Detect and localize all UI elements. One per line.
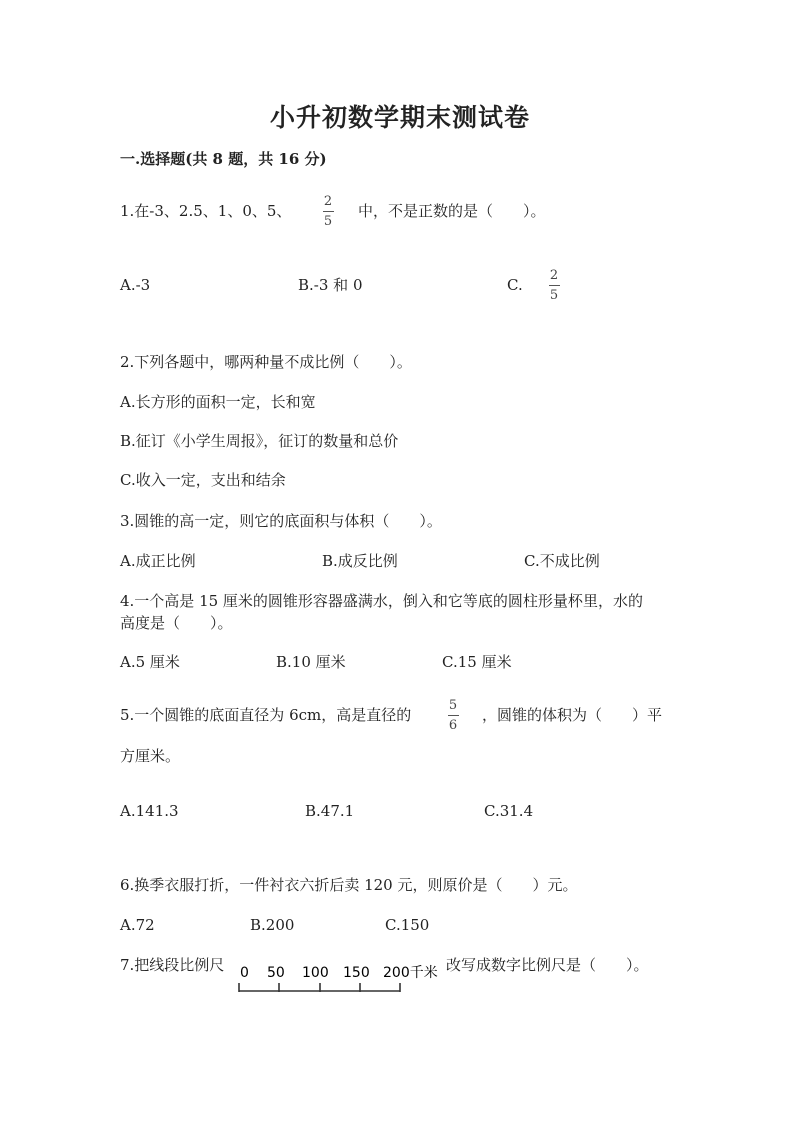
page-title: 小升初数学期末测试卷 bbox=[269, 103, 530, 132]
question-1-option-c: C. bbox=[507, 276, 523, 294]
scale-label-200-km: 200千米 bbox=[383, 965, 438, 981]
scale-label-50: 50 bbox=[267, 965, 285, 981]
fraction-numerator: 2 bbox=[323, 194, 333, 209]
question-4-stem-line-2: 高度是（ ）。 bbox=[120, 614, 233, 632]
scale-label-0: 0 bbox=[240, 965, 249, 981]
question-3-option-b: B.成反比例 bbox=[322, 552, 398, 570]
question-4-stem-line-1: 4.一个高是 15 厘米的圆锥形容器盛满水，倒入和它等底的圆柱形量杯里，水的 bbox=[120, 592, 643, 610]
scale-label-150: 150 bbox=[343, 965, 370, 981]
question-6-option-b: B.200 bbox=[250, 916, 295, 934]
fraction-numerator: 2 bbox=[549, 268, 559, 283]
question-5-stem-line-2: 方厘米。 bbox=[120, 747, 181, 765]
question-3-option-c: C.不成比例 bbox=[524, 552, 600, 570]
question-1-fraction bbox=[320, 194, 336, 229]
question-7-stem-b: 改写成数字比例尺是（ ）。 bbox=[446, 956, 649, 974]
question-5-option-a: A.141.3 bbox=[120, 802, 179, 820]
question-2-stem: 2.下列各题中，哪两种量不成比例（ ）。 bbox=[120, 353, 412, 371]
question-5-option-b: B.47.1 bbox=[305, 802, 355, 820]
fraction-denominator: 5 bbox=[323, 214, 333, 229]
question-6-option-c: C.150 bbox=[385, 916, 430, 934]
question-2-option-c: C.收入一定，支出和结余 bbox=[120, 471, 286, 489]
question-4-option-a: A.5 厘米 bbox=[120, 653, 180, 671]
line-segment-scale-bar bbox=[234, 958, 446, 998]
question-5-stem-a: 5.一个圆锥的底面直径为 6cm，高是直径的 bbox=[120, 706, 412, 724]
fraction-denominator: 5 bbox=[549, 288, 559, 303]
question-7-stem-a: 7.把线段比例尺 bbox=[120, 956, 225, 974]
question-6-option-a: A.72 bbox=[120, 916, 155, 934]
question-2-option-a: A.长方形的面积一定，长和宽 bbox=[120, 393, 316, 411]
fraction-denominator: 6 bbox=[448, 718, 458, 733]
question-5-fraction bbox=[445, 698, 461, 733]
question-5-option-c: C.31.4 bbox=[484, 802, 534, 820]
question-1-option-c-fraction bbox=[546, 268, 562, 303]
question-4-option-c: C.15 厘米 bbox=[442, 653, 512, 671]
question-6-stem: 6.换季衣服打折，一件衬衣六折后卖 120 元，则原价是（ ）元。 bbox=[120, 876, 578, 894]
question-4-option-b: B.10 厘米 bbox=[276, 653, 346, 671]
question-2-option-b: B.征订《小学生周报》，征订的数量和总价 bbox=[120, 432, 399, 450]
question-1-option-a: A.-3 bbox=[120, 276, 151, 294]
fraction-bar bbox=[549, 285, 560, 286]
question-3-stem: 3.圆锥的高一定，则它的底面积与体积（ ）。 bbox=[120, 512, 442, 530]
question-1-stem-b: 中，不是正数的是（ ）。 bbox=[358, 202, 546, 220]
question-1-stem-a: 1.在-3、2.5、1、0、5、 bbox=[120, 202, 292, 220]
fraction-numerator: 5 bbox=[448, 698, 458, 713]
question-1-option-b: B.-3 和 0 bbox=[298, 276, 363, 294]
scale-label-100: 100 bbox=[302, 965, 329, 981]
question-5-stem-b: ，圆锥的体积为（ ）平 bbox=[482, 706, 663, 724]
section-heading: 一.选择题(共 8 题，共 16 分) bbox=[120, 150, 327, 168]
fraction-bar bbox=[448, 715, 459, 716]
fraction-bar bbox=[323, 211, 334, 212]
question-3-option-a: A.成正比例 bbox=[120, 552, 196, 570]
